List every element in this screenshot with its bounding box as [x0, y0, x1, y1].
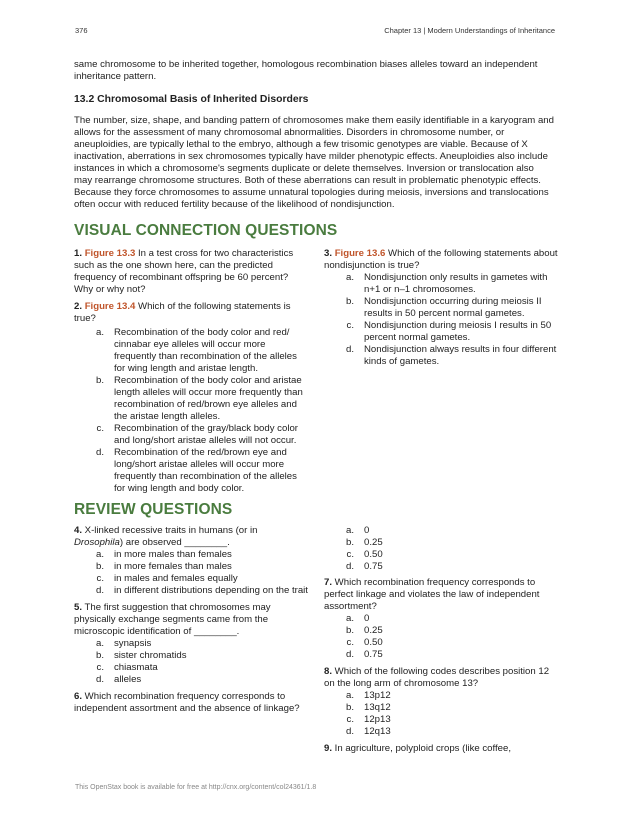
- option: c. in males and females equally: [96, 573, 238, 584]
- option: a. 0: [345, 613, 370, 624]
- visual-left-column: [74, 248, 309, 500]
- option: a. 0: [345, 525, 370, 536]
- question-2: [74, 301, 309, 325]
- question-number: 9.: [324, 743, 333, 754]
- question-4: 4. X-linked recessive traits in humans (or in Drosophila) are observed ________.: [74, 525, 258, 548]
- question-number: 3.: [324, 248, 333, 259]
- option: b. 13q12: [345, 702, 391, 713]
- figure-link[interactable]: Figure 13.4: [84, 301, 136, 312]
- option: b. sister chromatids: [95, 650, 187, 661]
- option: c. 0.50: [346, 637, 383, 648]
- option: d. Nondisjunction always results in four different kinds of gametes.: [345, 344, 557, 367]
- question-3: [324, 248, 559, 272]
- question-number: 4.: [74, 525, 83, 536]
- visual-connection-title: VISUAL CONNECTION QUESTIONS: [74, 222, 338, 239]
- question-9: 9. In agriculture, polyploid crops (like coffee,: [324, 743, 512, 754]
- option: c. 12p13: [346, 714, 391, 725]
- question-text: Which of the following statements is true?: [74, 301, 291, 324]
- question-8: 8. Which of the following codes describes position 12 on the long arm of chromosome 13?: [324, 666, 550, 689]
- figure-link[interactable]: Figure 13.3: [84, 248, 136, 259]
- page-footer: This OpenStax book is available for free at http://cnx.org/content/col24361/1.8: [75, 784, 317, 791]
- visual-right-column: [324, 248, 559, 373]
- option: a. synapsis: [95, 638, 152, 649]
- question-5: 5. The first suggestion that chromosomes may physically exchange segments came from the microscopic identification of ________.: [74, 602, 271, 637]
- question-3-options: [324, 272, 559, 368]
- option: b. in more females than males: [95, 561, 232, 572]
- question-text: In a test cross for two characteristics such as the one shown here, can the predicted frequency of recombinant offspring be 60 percent? Why or why not?: [74, 248, 294, 295]
- option: a. in more males than females: [95, 549, 232, 560]
- option: b. Recombination of the body color and aristae length alleles will occur more frequently than recombination of red/brown eye alleles and the aristae length alleles.: [95, 375, 303, 422]
- question-2-options: [74, 327, 309, 495]
- question-number: 1.: [74, 248, 83, 259]
- option: c. chiasmata: [96, 662, 158, 673]
- page-number: 376: [75, 26, 88, 35]
- question-number: 2.: [74, 301, 83, 312]
- option: a. Recombination of the body color and red/ cinnabar eye alleles will occur more frequently than recombination of the alleles for wing length and aristae length.: [95, 327, 297, 374]
- option: b. 0.25: [345, 537, 383, 548]
- question-6: 6. Which recombination frequency corresponds to independent assortment and the absence of linkage?: [74, 691, 300, 714]
- section-body: The number, size, shape, and banding pattern of chromosomes make them easily identifiable in a karyogram and allows for the assessment of many chromosomal abnormalities. Disorders in chromosome number, or aneuploidies, are typically lethal to the embryo, although a few trisomic genotypes are viable. Because of X inactivation, aberrations in sex chromosomes typically have milder phenotypic effects. Aneuploidies also include instances in which a chromosome's segments duplicate or delete themselves. Inversion or translocation also may rearrange chromosome structures. Both of these aberrations can result in problematic phenotypic effects. Because they force chromosomes to assume unnatural topologies during meiosis, inversions and translocations often occur with reduced fertility because of the likelihood of nondisjunction.: [74, 115, 554, 210]
- question-6-options: [324, 525, 559, 573]
- question-number: 8.: [324, 666, 333, 677]
- question-number: 6.: [74, 691, 83, 702]
- option: a. Nondisjunction only results in gametes with n+1 or n–1 chromosomes.: [345, 272, 548, 295]
- option: d. 0.75: [345, 561, 383, 572]
- review-questions-title: REVIEW QUESTIONS: [74, 501, 233, 518]
- option: b. 0.25: [345, 625, 383, 636]
- review-right-column: [324, 525, 559, 760]
- option: c. Nondisjunction during meiosis I results in 50 percent normal gametes.: [346, 320, 552, 343]
- question-number: 7.: [324, 577, 333, 588]
- option: d. 0.75: [345, 649, 383, 660]
- option: d. 12q13: [345, 726, 391, 737]
- option: b. Nondisjunction occurring during meiosis II results in 50 percent normal gametes.: [345, 296, 542, 319]
- question-7: 7. Which recombination frequency corresponds to perfect linkage and violates the law of independent assortment?: [324, 577, 540, 612]
- figure-link[interactable]: Figure 13.6: [334, 248, 386, 259]
- review-left-column: [74, 525, 309, 720]
- question-8-options: [324, 690, 559, 738]
- question-text: Which of the following statements about nondisjunction is true?: [324, 248, 558, 271]
- option: d. in different distributions depending on the trait: [95, 585, 308, 596]
- section-heading: 13.2 Chromosomal Basis of Inherited Disorders: [74, 94, 309, 105]
- chapter-header: Chapter 13 | Modern Understandings of Inheritance: [384, 26, 555, 35]
- question-7-options: [324, 613, 559, 661]
- option: d. Recombination of the red/brown eye and long/short aristae alleles will occur more frequently than recombination of the alleles for wing length and body color.: [95, 447, 297, 494]
- option: a. 13p12: [345, 690, 391, 701]
- option: d. alleles: [95, 674, 142, 685]
- question-1: [74, 248, 309, 296]
- option: c. 0.50: [346, 549, 383, 560]
- question-number: 5.: [74, 602, 83, 613]
- question-5-options: [74, 638, 309, 686]
- question-4-options: [74, 549, 309, 597]
- option: c. Recombination of the gray/black body color and long/short aristae alleles will not occur.: [96, 423, 298, 446]
- intro-paragraph: same chromosome to be inherited together, homologous recombination biases alleles toward an independent inheritance pattern.: [74, 59, 538, 82]
